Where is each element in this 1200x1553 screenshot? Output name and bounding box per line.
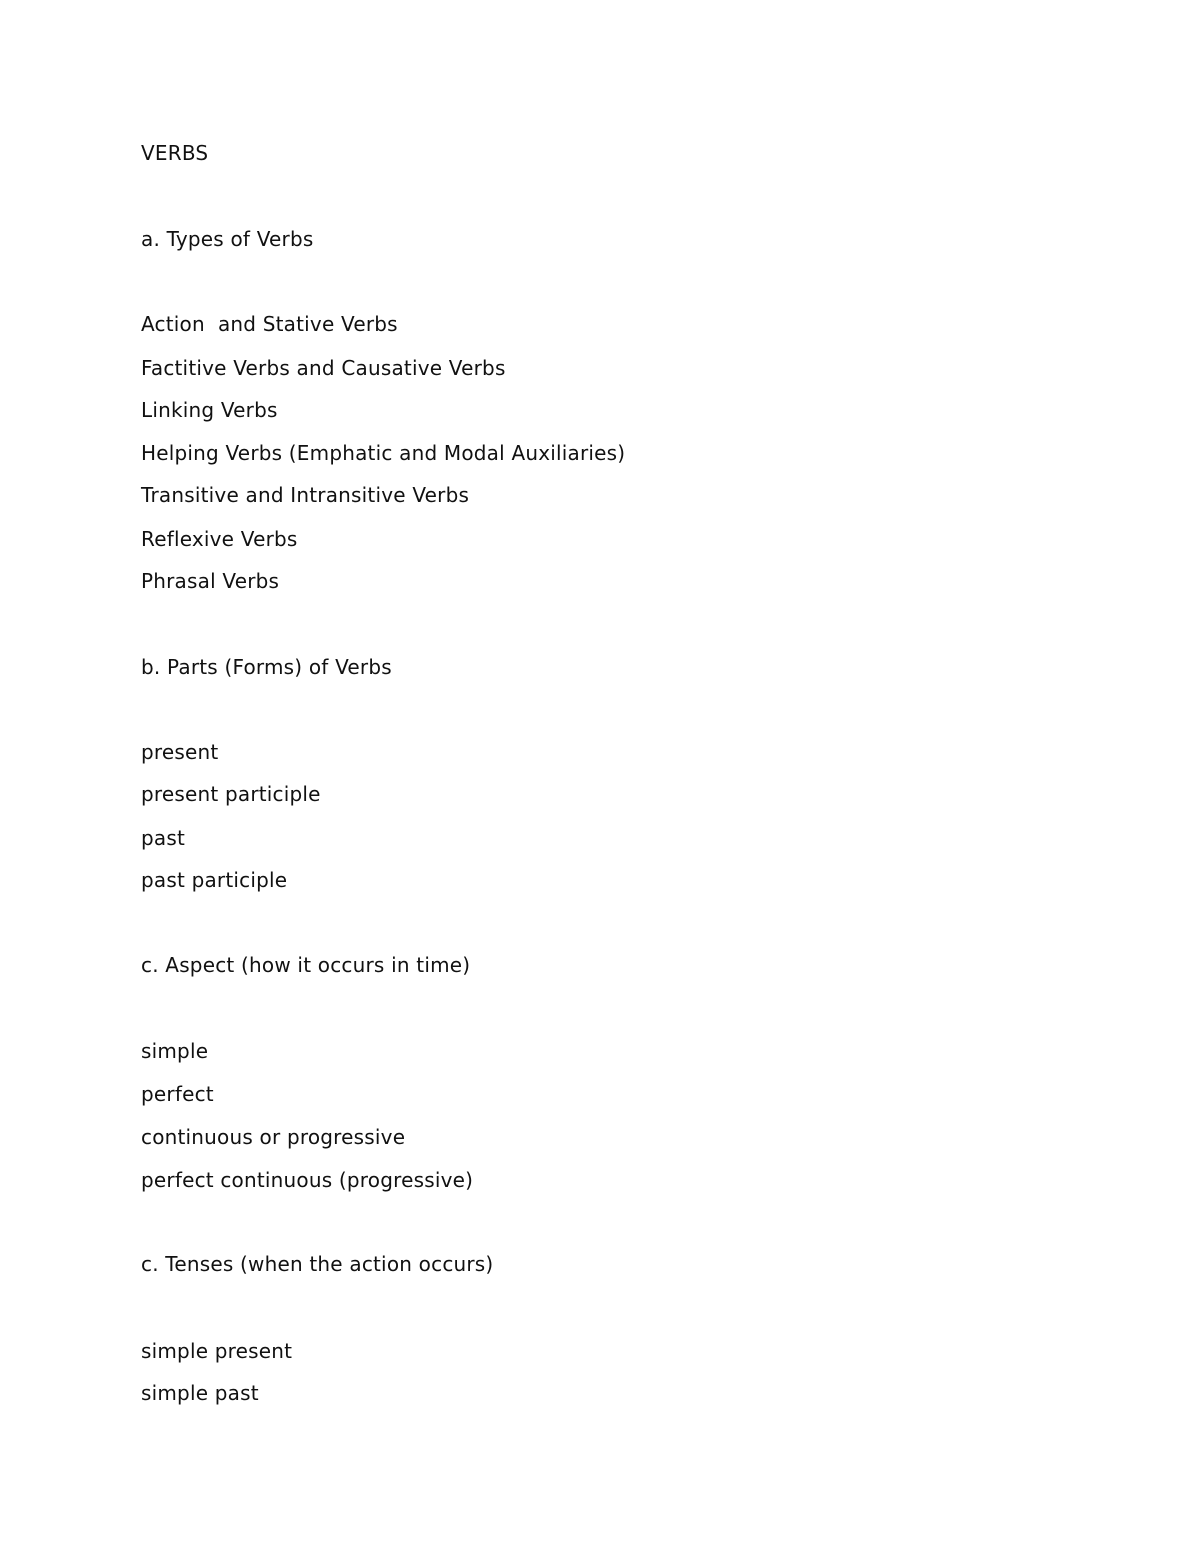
list-item: Phrasal Verbs <box>141 569 280 593</box>
list-item: continuous or progressive <box>141 1125 406 1149</box>
list-item: present participle <box>141 782 321 806</box>
section-heading-types: a. Types of Verbs <box>141 227 314 251</box>
list-item: Reflexive Verbs <box>141 527 298 551</box>
list-item: past participle <box>141 868 288 892</box>
list-item: simple past <box>141 1381 259 1405</box>
list-item: Linking Verbs <box>141 398 278 422</box>
list-item: Factitive Verbs and Causative Verbs <box>141 356 506 380</box>
list-item: Transitive and Intransitive Verbs <box>141 483 470 507</box>
list-item: Helping Verbs (Emphatic and Modal Auxiliaries) <box>141 441 626 465</box>
list-item: Action and Stative Verbs <box>141 312 398 336</box>
section-heading-aspect: c. Aspect (how it occurs in time) <box>141 953 471 977</box>
list-item: perfect <box>141 1082 214 1106</box>
section-heading-tenses: c. Tenses (when the action occurs) <box>141 1252 494 1276</box>
page-title: VERBS <box>141 141 209 165</box>
list-item: simple <box>141 1039 209 1063</box>
section-heading-parts: b. Parts (Forms) of Verbs <box>141 655 392 679</box>
list-item: present <box>141 740 219 764</box>
list-item: past <box>141 826 186 850</box>
list-item: perfect continuous (progressive) <box>141 1168 474 1192</box>
list-item: simple present <box>141 1339 293 1363</box>
